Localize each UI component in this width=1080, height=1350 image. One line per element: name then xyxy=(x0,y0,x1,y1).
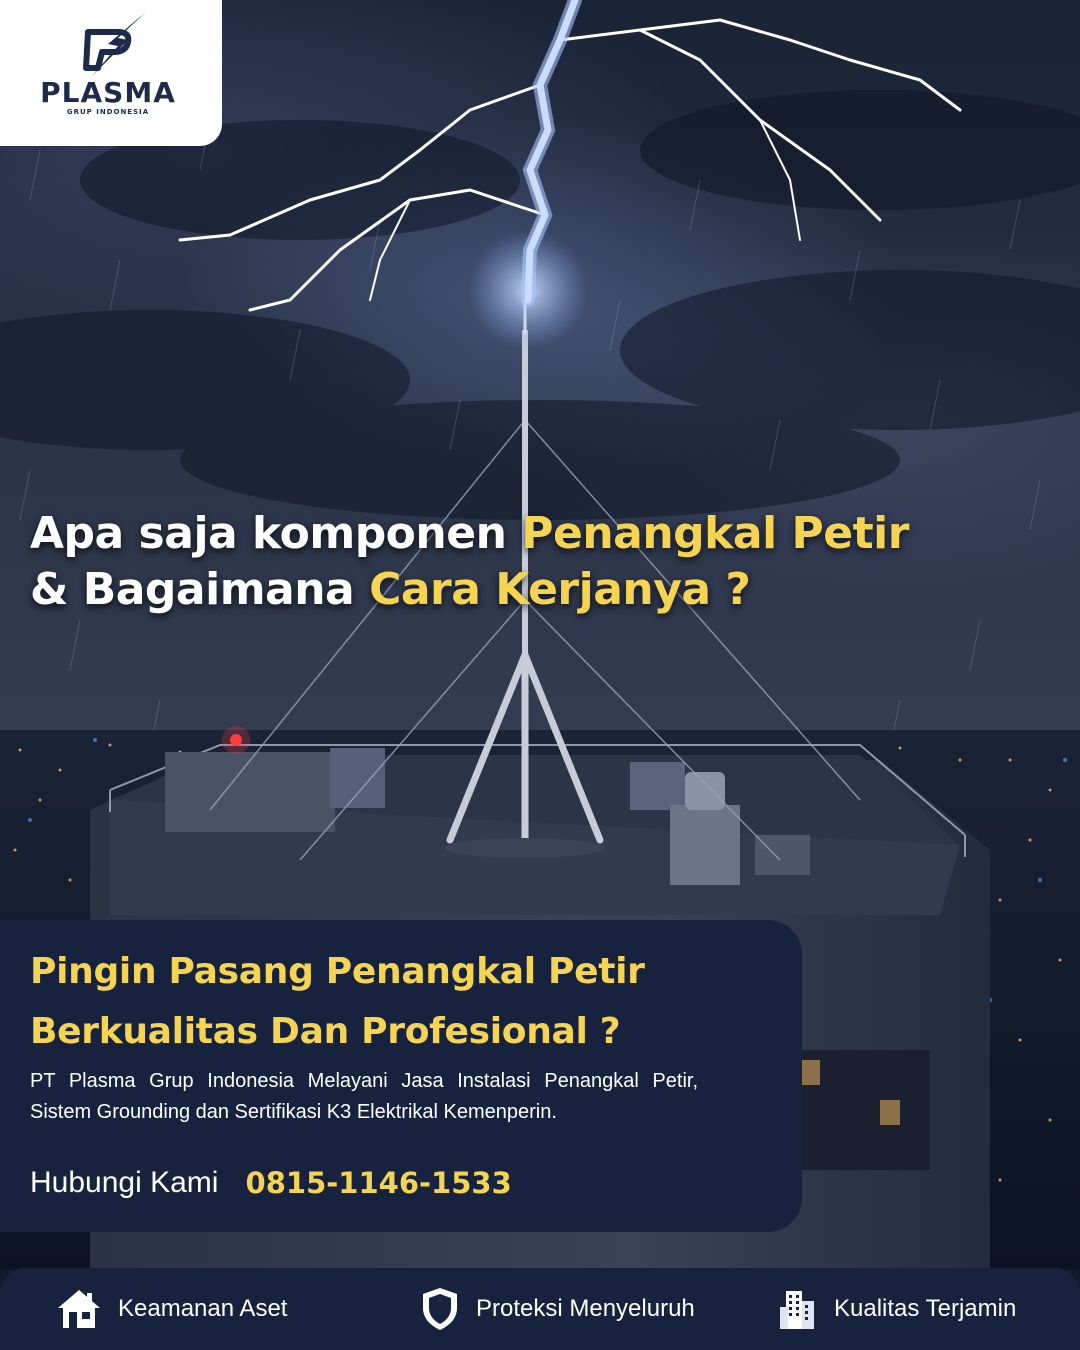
headline-line-1 xyxy=(30,506,1030,562)
feature-proteksi-menyeluruh xyxy=(420,1268,695,1350)
phone-number-link[interactable]: 0815-1146-1533 xyxy=(245,1166,512,1200)
promo-title xyxy=(30,942,790,1062)
shield-icon xyxy=(420,1286,460,1332)
promo-description: PT Plasma Grup Indonesia Melayani Jasa Instalasi Penangkal Petir, Sistem Grounding dan Sertifikasi K3 Elektrikal Kemenperin. xyxy=(30,1070,698,1123)
contact-row xyxy=(30,1166,512,1206)
brand-tagline: GRUP INDONESIA xyxy=(66,108,150,116)
headline-accent: Cara Kerjanya ? xyxy=(369,564,751,615)
contact-label: Hubungi Kami xyxy=(30,1166,219,1199)
headline-accent: Penangkal Petir xyxy=(521,508,909,559)
page-headline xyxy=(30,506,1030,618)
feature-keamanan-aset xyxy=(56,1268,287,1350)
feature-bar xyxy=(0,1268,1080,1350)
headline-line-2 xyxy=(30,562,1030,618)
headline-text: Apa saja komponen xyxy=(30,508,522,559)
headline-text: & Bagaimana xyxy=(30,564,370,615)
feature-label: Keamanan Aset xyxy=(118,1295,288,1322)
building-icon xyxy=(778,1287,818,1331)
plasma-logo-icon xyxy=(78,10,148,80)
promo-panel xyxy=(0,920,802,1232)
brand-name: PLASMA xyxy=(40,76,176,109)
feature-label: Proteksi Menyeluruh xyxy=(476,1295,695,1322)
house-icon xyxy=(56,1288,102,1330)
brand-logo[interactable] xyxy=(0,0,222,146)
feature-label: Kualitas Terjamin xyxy=(834,1295,1017,1322)
promo-title-line-2: Berkualitas Dan Profesional ? xyxy=(30,1011,621,1052)
promo-title-line-1: Pingin Pasang Penangkal Petir xyxy=(30,951,645,992)
feature-kualitas-terjamin xyxy=(778,1268,1016,1350)
